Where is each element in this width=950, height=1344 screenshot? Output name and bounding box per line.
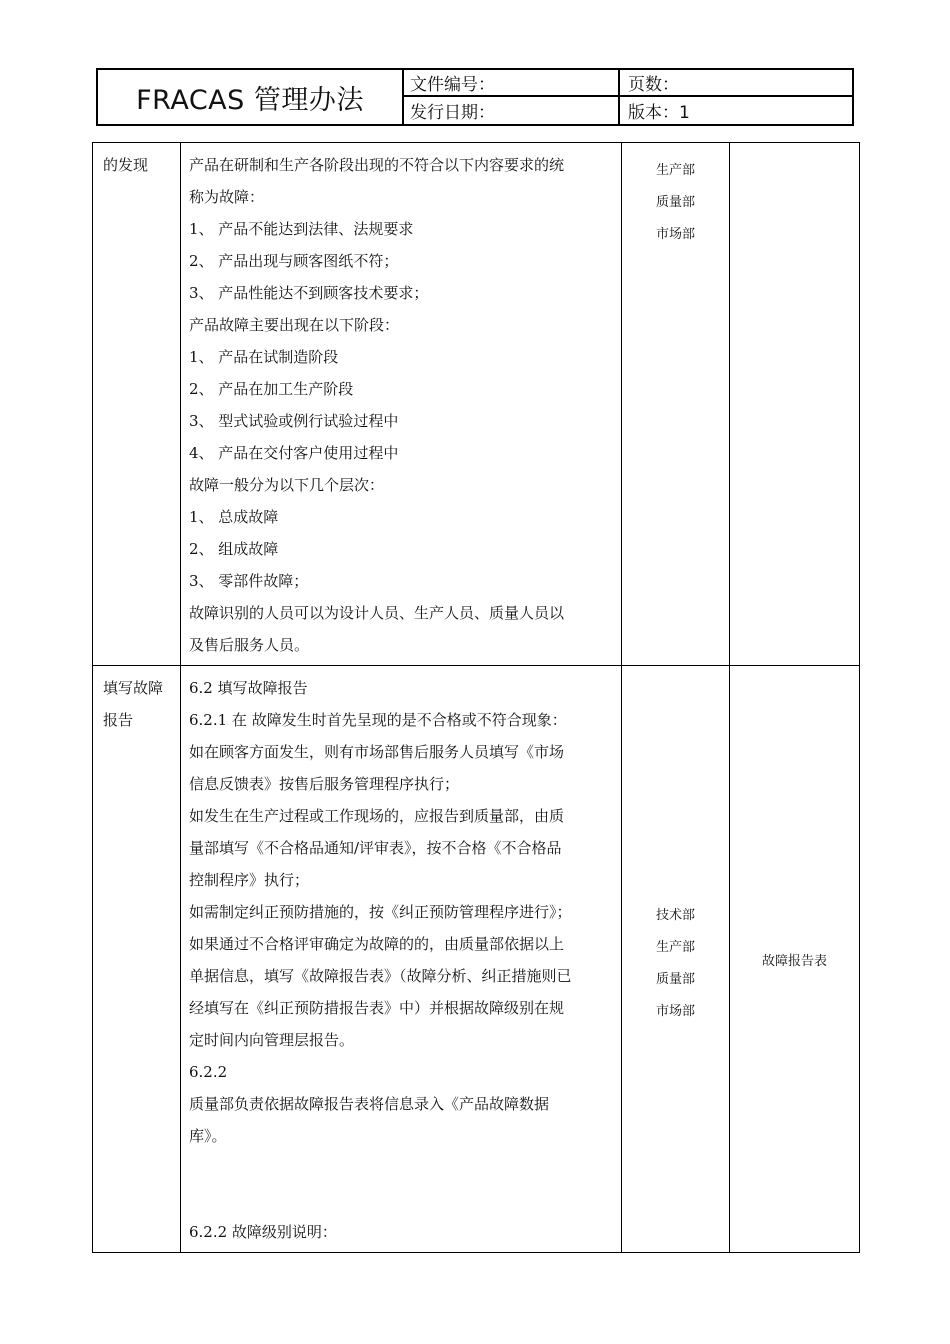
form-name: 故障报告表 xyxy=(730,666,860,1253)
department-list xyxy=(622,666,729,1028)
step-label: 的发现 xyxy=(103,156,149,174)
step-content xyxy=(181,666,621,1252)
content-line: 信息反馈表》按售后服务管理程序执行； xyxy=(189,775,460,793)
content-line: 如果通过不合格评审确定为故障的的，由质量部依据以上 xyxy=(189,935,565,953)
content-line: 1、 产品不能达到法律、法规要求 xyxy=(189,220,414,238)
department-name: 市场部 xyxy=(655,227,695,242)
version-label: 版本：1 xyxy=(628,103,690,123)
table-row xyxy=(93,666,860,1253)
content-line: 称为故障： xyxy=(189,188,265,206)
department-name: 生产部 xyxy=(655,163,695,178)
doc-number-label: 文件编号： xyxy=(402,70,620,97)
department-name: 市场部 xyxy=(655,1004,695,1019)
step-content-cell xyxy=(181,143,622,666)
content-line: 6.2 填写故障报告 xyxy=(189,679,308,697)
department-name: 质量部 xyxy=(655,195,695,210)
content-line: 产品故障主要出现在以下阶段： xyxy=(189,316,400,334)
content-line: 经填写在《纠正预防措报告表》中）并根据故障级别在规 xyxy=(189,999,565,1017)
content-line: 单据信息，填写《故障报告表》（故障分析、纠正措施则已 xyxy=(189,967,572,985)
form-cell xyxy=(730,143,860,666)
page-count-label: 页数： xyxy=(620,70,852,97)
content-line: 故障识别的人员可以为设计人员、生产人员、质量人员以 xyxy=(189,604,565,622)
content-line: 产品在研制和生产各阶段出现的不符合以下内容要求的统 xyxy=(189,156,565,174)
content-line: 2、 产品在加工生产阶段 xyxy=(189,380,354,398)
step-label xyxy=(93,666,180,736)
step-label-line: 报告 xyxy=(103,711,134,729)
content-line: 6.2.2 故障级别说明： xyxy=(189,1223,337,1241)
content-line: 3、 零部件故障； xyxy=(189,572,309,590)
content-line: 质量部负责依据故障报告表将信息录入《产品故障数据 xyxy=(189,1095,550,1113)
step-label-cell xyxy=(93,666,181,1253)
content-line: 如需制定纠正预防措施的，按《纠正预防管理程序进行》； xyxy=(189,903,572,921)
department-cell xyxy=(622,666,730,1253)
content-line: 1、 产品在试制造阶段 xyxy=(189,348,339,366)
step-content xyxy=(181,143,621,665)
department-name: 技术部 xyxy=(655,908,695,923)
content-line: 定时间内向管理层报告。 xyxy=(189,1031,355,1049)
department-list xyxy=(622,143,729,251)
content-line: 量部填写《不合格品通知/评审表》，按不合格《不合格品 xyxy=(189,839,562,857)
content-line: 2、 产品出现与顾客图纸不符； xyxy=(189,252,399,270)
content-line: 1、 总成故障 xyxy=(189,508,279,526)
department-cell xyxy=(622,143,730,666)
issue-date-label: 发行日期： xyxy=(402,97,620,124)
content-line: 故障一般分为以下几个层次： xyxy=(189,476,385,494)
table-row xyxy=(93,143,860,666)
content-line: 4、 产品在交付客户使用过程中 xyxy=(189,444,399,462)
content-line: 如在顾客方面发生，则有市场部售后服务人员填写《市场 xyxy=(189,743,565,761)
content-line: 库》。 xyxy=(189,1127,227,1145)
document-title: FRACAS 管理办法 xyxy=(98,70,404,124)
procedure-table xyxy=(92,142,860,1253)
step-label-cell xyxy=(93,143,181,666)
content-line: 2、 组成故障 xyxy=(189,540,279,558)
content-line: 6.2.1 在 故障发生时首先呈现的是不合格或不符合现象： xyxy=(189,711,567,729)
department-name: 生产部 xyxy=(655,940,695,955)
blank-space xyxy=(189,1152,615,1216)
step-content-cell xyxy=(181,666,622,1253)
step-label-line: 填写故障 xyxy=(103,679,164,697)
content-line: 3、 产品性能达不到顾客技术要求； xyxy=(189,284,429,302)
content-line: 如发生在生产过程或工作现场的，应报告到质量部，由质 xyxy=(189,807,565,825)
content-line: 控制程序》执行； xyxy=(189,871,310,889)
department-name: 质量部 xyxy=(655,972,695,987)
content-line: 及售后服务人员。 xyxy=(189,636,310,654)
content-line: 6.2.2 xyxy=(189,1063,228,1081)
content-line: 3、 型式试验或例行试验过程中 xyxy=(189,412,399,430)
document-header xyxy=(96,68,854,126)
